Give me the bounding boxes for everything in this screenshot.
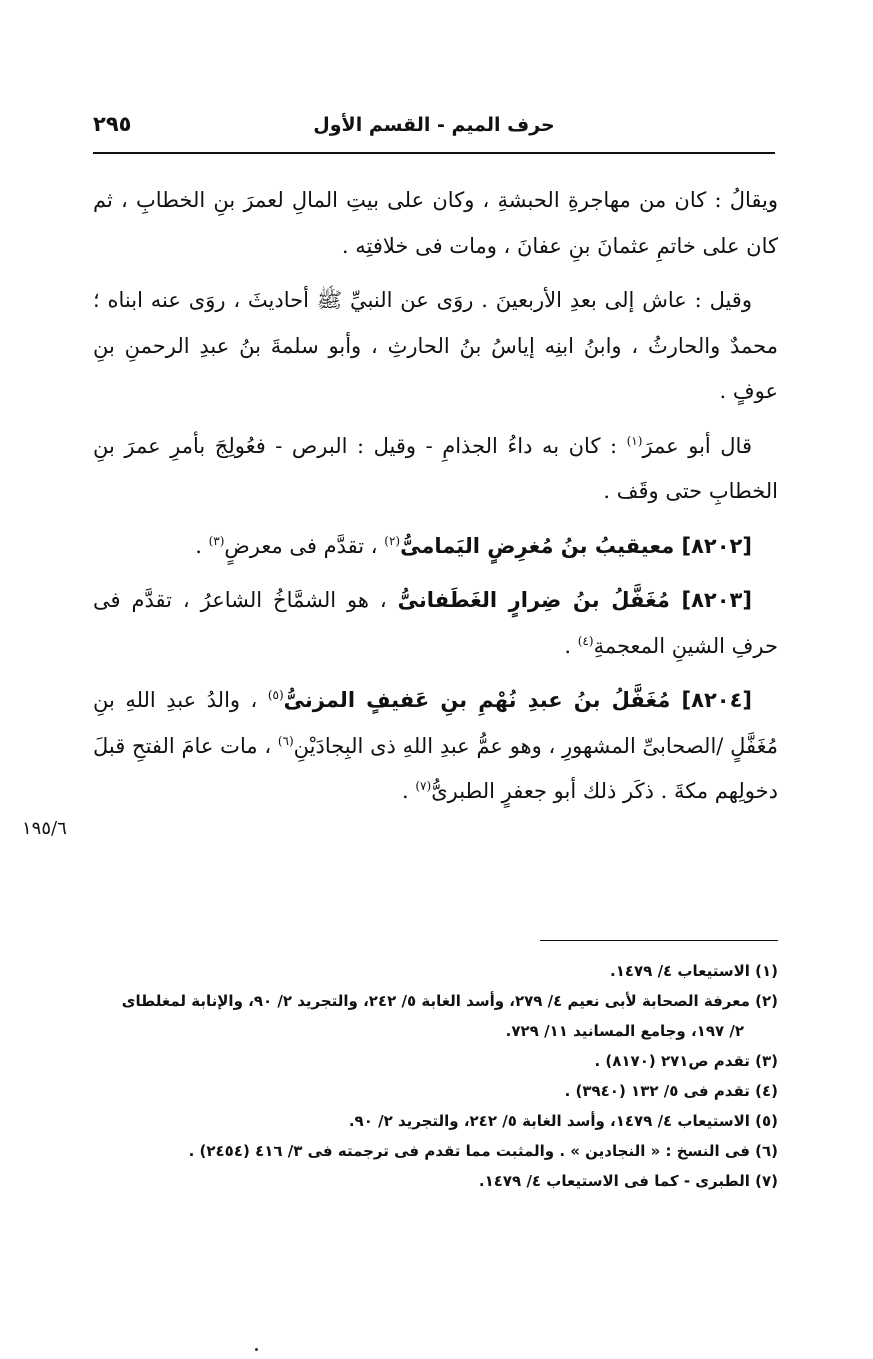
footnote-2-continued: ٢/ ١٩٧، وجامع المسانيد ١١/ ٧٢٩. — [505, 1022, 744, 1040]
footnote-ref-5: (٥) — [267, 688, 284, 702]
footnote-ref-6: (٦) — [277, 733, 294, 748]
entry-8202-text: ، تقدَّم فى معرضٍ — [224, 533, 385, 558]
stray-ink-dot — [255, 1348, 258, 1351]
footnote-5: (٥) الاستيعاب ٤/ ١٤٧٩، وأسد الغابة ٥/ ٢٤٢، والتجريد ٢/ ٩٠. — [348, 1112, 778, 1130]
entry-8202-end: . — [195, 533, 209, 558]
footnote-ref-2: (٢) — [384, 533, 401, 548]
entry-8202 — [93, 524, 778, 570]
page-number: ٢٩٥ — [93, 112, 132, 136]
footnote-7: (٧) الطبرى - كما فى الاستيعاب ٤/ ١٤٧٩. — [478, 1172, 778, 1190]
main-text — [93, 178, 778, 824]
entry-8204-text-a: ، والدُ عبدِ اللهِ بنِ مُغَفَّلٍ /الصحابىِّ المشهورِ ، وهو عمُّ عبدِ اللهِ ذى البِجادَيْنِ — [93, 688, 778, 758]
footnote-1: (١) الاستيعاب ٤/ ١٤٧٩. — [610, 962, 778, 980]
paragraph-3-rest: : كان به داءُ الجذامِ - وقيل : البرص - فعُولِجَ بأمرِ عمرَ بنِ الخطابِ حتى وقَف . — [93, 433, 778, 503]
footnote-ref-4: (٤) — [577, 633, 594, 648]
entry-8203-text: ، هو الشمَّاخُ الشاعرُ ، تقدَّم فى حرفِ الشينِ المعجمةِ — [93, 588, 778, 658]
entry-8204-heading: [٨٢٠٤] مُغَفَّلُ بنُ عبدِ نُهْمِ بنِ عَفيفٍ المزنىُّ — [283, 688, 753, 712]
paragraph-1: ويقالُ : كان من مهاجرةِ الحبشةِ ، وكان على بيتِ المالِ لعمرَ بنِ الخطابِ ، ثم كان على خاتمِ عثمانَ بنِ عفانَ ، ومات فى خلافتِه . — [93, 188, 778, 258]
entry-8204 — [93, 678, 778, 815]
footnote-3: (٣) تقدم ص٢٧١ (٨١٧٠) . — [594, 1052, 778, 1070]
entry-8203 — [93, 578, 778, 669]
entry-8202-heading: [٨٢٠٢] معيقيبُ بنُ مُغرِضٍ اليَمامىُّ — [400, 533, 752, 558]
footnote-4: (٤) تقدم فى ٥/ ١٣٢ (٣٩٤٠) . — [564, 1082, 778, 1100]
footnote-ref-1: (١) — [626, 433, 643, 448]
entry-8203-heading: [٨٢٠٣] مُغَفَّلُ بنُ ضِرارٍ الغَطَفانىُّ — [397, 588, 752, 612]
paragraph-3 — [93, 424, 778, 515]
footnote-ref-7: (٧) — [415, 779, 432, 793]
paragraph-3-start: قال أبو عمرَ — [642, 433, 752, 458]
entry-8204-text-b: ، مات عامَ الفتحِ قبلَ دخولِهم مكةَ . ذكَر ذلك أبو جعفرٍ الطبرىُّ — [93, 733, 778, 803]
entry-8204-end: . — [402, 779, 416, 803]
footnote-6: (٦) فى النسخ : « النجادين » . والمثبت مما تقدم فى ترجمته فى ٣/ ٤١٦ (٢٤٥٤) . — [188, 1142, 778, 1160]
footnote-divider — [540, 940, 778, 941]
footnote-2: (٢) معرفة الصحابة لأبى نعيم ٤/ ٢٧٩، وأسد الغابة ٥/ ٢٤٢، والتجريد ٢/ ٩٠، والإنابة لمغلطاى — [121, 992, 778, 1010]
entry-8203-end: . — [564, 633, 578, 658]
margin-page-reference: ١٩٥/٦ — [22, 818, 67, 839]
paragraph-2: وقيل : عاش إلى بعدِ الأربعينَ . روَى عن النبيِّ ﷺ أحاديثَ ، روَى عنه ابناه ؛ محمدٌ والحارثُ ، وابنُ ابنِه إياسُ بنُ الحارثِ ، وأبو سلمةَ بنُ عبدِ الرحمنِ بنِ عوفٍ . — [93, 288, 778, 403]
running-header — [93, 108, 775, 154]
footnotes — [93, 956, 778, 1196]
header-title: حرف الميم - القسم الأول — [313, 114, 555, 136]
footnote-ref-3: (٣) — [208, 533, 225, 548]
